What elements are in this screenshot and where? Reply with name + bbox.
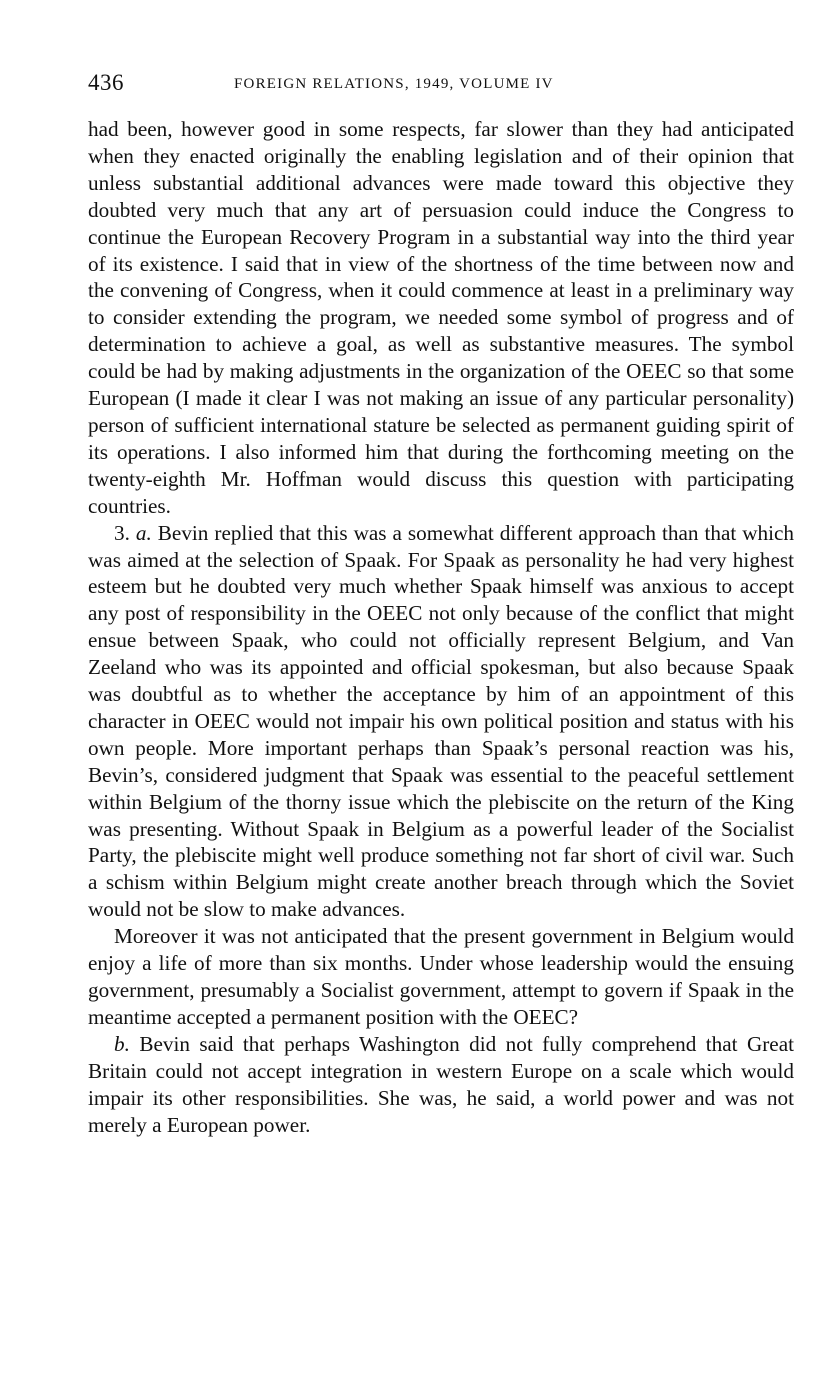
- paragraph-3a: [88, 520, 794, 924]
- page-number: 436: [88, 70, 124, 95]
- paragraph-moreover: [88, 923, 794, 1031]
- paragraph-b: [88, 1031, 794, 1139]
- paragraph-text: Bevin replied that this was a somewhat different approach than that which was aimed at the selection of Spaak. For Spaak as personality he had very highest esteem but he doubted very much whether Spaak himself was anxious to accept any post of responsibility in the OEEC not only because of the conflict that might ensue between Spaak, who could not officially represent Belgium, and Van Zeeland who was its appointed and official spokesman, but also because Spaak was doubtful as to whether the acceptance by him of an appointment of this character in OEEC would not impair his own political position and status with his own people. More important perhaps than Spaak’s personal reaction was his, Bevin’s, considered judgment that Spaak was essential to the peaceful settlement within Belgium of the thorny issue which the plebiscite on the return of the King was presenting. Without Spaak in Belgium as a powerful leader of the Socialist Party, the plebiscite might well produce something not far short of civil war. Such a schism within Belgium might create another breach through which the Soviet would not be slow to make advances.: [88, 520, 795, 922]
- paragraph-text: Bevin said that perhaps Washington did not fully comprehend that Great Britain could not accept integration in western Europe on a scale which would impair its other responsibilities. She was, he said, a world power and was not merely a European power.: [88, 1031, 795, 1137]
- body-text: [88, 116, 794, 1138]
- paragraph-text: Moreover it was not anticipated that the present government in Belgium would enjoy a life of more than six months. Under whose leadership would the ensuing government, presumably a Socialist government, attempt to govern if Spaak in the meantime accepted a permanent position with the OEEC?: [88, 924, 794, 1029]
- running-title: FOREIGN RELATIONS, 1949, VOLUME IV: [234, 76, 554, 92]
- paragraph-text: had been, however good in some respects, far slower than they had anticipated when they enacted originally the enabling legislation and of their opinion that unless substantial additional advances were made toward this objective they doubted very much that any art of persuasion could induce the Congress to continue the European Recovery Program in a substantial way into the third year of its existence. I said that in view of the shortness of the time between now and the convening of Congress, when it could commence at least in a preliminary way to consider extending the program, we needed some symbol of progress and of determination to achieve a goal, as well as substantive measures. The symbol could be had by making adjustments in the organization of the OEEC so that some European (I made it clear I was not making an issue of any particular personality) person of sufficient international stature be selected as permanent guiding spirit of its operations. I also informed him that during the forthcoming meeting on the twenty-eighth Mr. Hoffman would discuss this question with participating countries.: [88, 117, 794, 518]
- paragraph-number: 3.: [114, 520, 130, 545]
- document-page: [88, 70, 794, 1138]
- paragraph-marker: a.: [135, 520, 152, 545]
- paragraph-marker: b.: [114, 1031, 130, 1056]
- running-head: [88, 70, 794, 100]
- paragraph-continuation: [88, 116, 794, 520]
